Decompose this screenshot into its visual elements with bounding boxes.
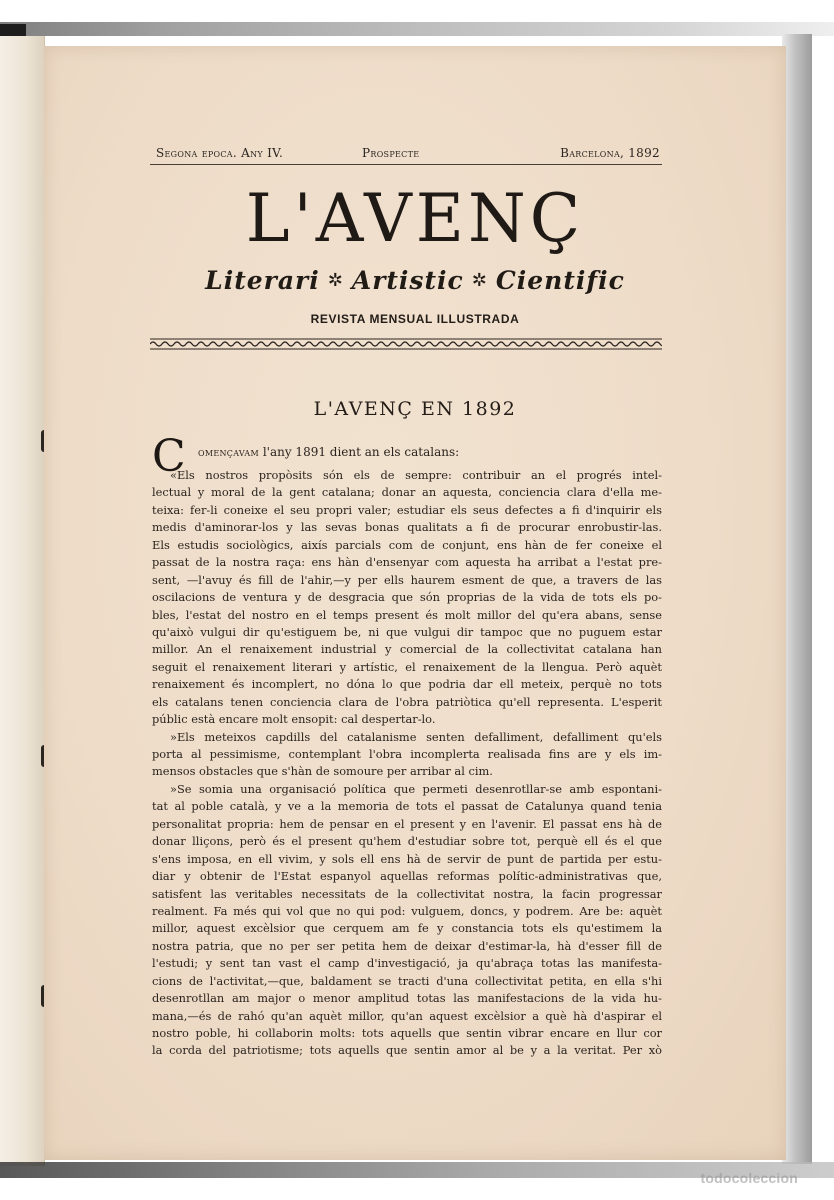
text-line: s'ens imposa, en ell vivim, y sols ell ens hà de servir de punt de partida per estu- [152,851,662,866]
text-line: »Els meteixos capdills del catalanisme senten defalliment, defalliment qu'els [170,729,662,744]
article-body [152,431,662,1068]
text-line: nostra patria, que no per ser petita hem de deixar d'estimar-la, hà d'esser fill de [152,938,662,953]
text-line: cions de l'activitat,—que, baldament se tracti d'una collectivitat petita, en ella s'hi [152,973,662,988]
header-rule [150,164,662,165]
text-line: oscilacions de ventura y de desgracia que són proprias de la vida de tots els po- [152,590,662,605]
drop-cap: C [152,431,186,482]
text-line: medis d'aminorar-los y las sevas bonas qualitats a fi de procurar enrobustir-las. [152,520,662,535]
text-line: mana,—és de rahó qu'an aquèt millor, qu'an aquest excèlsior a què hà d'aspirar el [152,1008,662,1023]
text-line: la corda del patriotisme; tots aquells que sentin amor al be y a la veritat. Per xò [152,1043,662,1058]
running-header [154,144,660,162]
text-line: desenrotllan am major o menor amplitud totas las manifestacions de la vida hu- [152,991,662,1006]
watermark-text: todocoleccion [700,1170,798,1186]
header-prospectus: Prospecte [362,146,420,160]
document-page [44,46,786,1160]
star-ornament-icon: ✲ [327,270,344,291]
star-ornament-icon: ✲ [471,270,488,291]
text-line: donar lliçons, però és el present qu'hem d'estudiar sobre tot, perquè ell és el que [152,834,662,849]
subtitle-artistic: Artistic [351,266,464,295]
text-line: diar y obtenir de l'Estat espanyol aquellas reformas polític-administrativas que, [152,869,662,884]
text-line: porta al pessimisme, contemplant l'obra incomplerta realisada fins are y els im- [152,747,662,761]
text-line: satisfent las veritables necessitats de la collectivitat nostra, la facin progressar [152,886,662,901]
text-line: seguit el renaixement literari y artístic, el renaixement de la llengua. Però aquèt [152,659,662,674]
article-lines [152,467,662,1060]
text-line: sent, —l'avuy és fill de l'ahir,—y per ells haurem esment de que, a travers de las [152,572,662,587]
text-line: millor, aquest excèlsior que cerquem am fe y constancia tots els qu'estimem la [152,921,662,936]
masthead-tagline: REVISTA MENSUAL ILLUSTRADA [310,312,520,326]
text-line: tat al poble català, y ve a la memoria de tots el passat de Catalunya quand tenia [152,799,662,814]
subtitle-cientific: Cientific [495,266,625,295]
text-line: »Se somia una organisació política que permeti desenrotllar-se amb espontani- [170,781,662,796]
article-title: L'AVENÇ EN 1892 [313,398,517,420]
text-line: bles, l'estat del nostro en el temps present és molt millor del qu'era abans, sense [152,607,662,622]
opening-text: l'any 1891 dient an els catalans: [259,445,460,459]
text-line: els catalans tenen conciencia clara de l'obra patriòtica qu'ell representa. L'esperit [152,694,662,709]
text-line: mensos obstacles que s'hàn de somoure per arribar al cim. [152,764,493,779]
text-line: «Els nostros propòsits són els de sempre: contribuir an el progrés intel- [170,468,662,482]
text-line: lectual y moral de la gent catalana; donar an aquesta, conciencia clara d'ella me- [152,485,662,500]
header-edition: Segona epoca. Any IV. [156,146,284,160]
scan-top-edge [0,22,834,36]
text-line: passat de la nostra raça: ens hàn d'ensenyar com aquesta ha arribat a l'estat pre- [152,555,662,570]
text-line: renaixement és incomplert, no dóna lo que podria dar ell meteix, perquè no tots [152,677,662,692]
text-line: nostro poble, hi collaborin molts: tots aquells que sentin vibrar encare en llur cor [152,1026,662,1040]
subtitle-literari: Literari [205,266,320,295]
text-line: realment. Fa més qui vol que no qui pod: vulguem, doncs, y podrem. Are be: aquèt [152,903,662,918]
masthead-subtitle [44,266,786,295]
page-stack-edge [782,34,812,1164]
opening-line [198,444,459,461]
opening-small-caps: omençavam [198,445,259,459]
text-line: qu'això vulgui dir qu'estiguem be, ni que vulgui dir tampoc que no puguem estar [152,624,662,639]
text-line: personalitat propria: hem de pensar en el present y en l'avenir. El passat ens hà de [152,816,662,831]
masthead-title: L'AVENÇ [245,180,585,257]
text-line: teixa: fer-li coneixe el seu propri valer; estudiar els seus defectes a fi d'inquirir els [152,502,662,517]
header-place-date: Barcelona, 1892 [560,146,660,160]
text-line: l'estudi; y sent tan vast el camp d'investigació, ja qu'abraça totas las manifesta- [152,956,662,971]
text-line: millor. An el renaixement industrial y comercial de la collectivitat catalana han [152,642,662,657]
decorative-border-icon [150,336,662,352]
text-line: Els estudis sociològics, aixís parcials com de conjunt, ens hàn de fer coneixe el [152,537,662,552]
text-line: públic està encare molt ensopit: cal despertar-lo. [152,712,436,727]
binding-margin [0,36,45,1166]
